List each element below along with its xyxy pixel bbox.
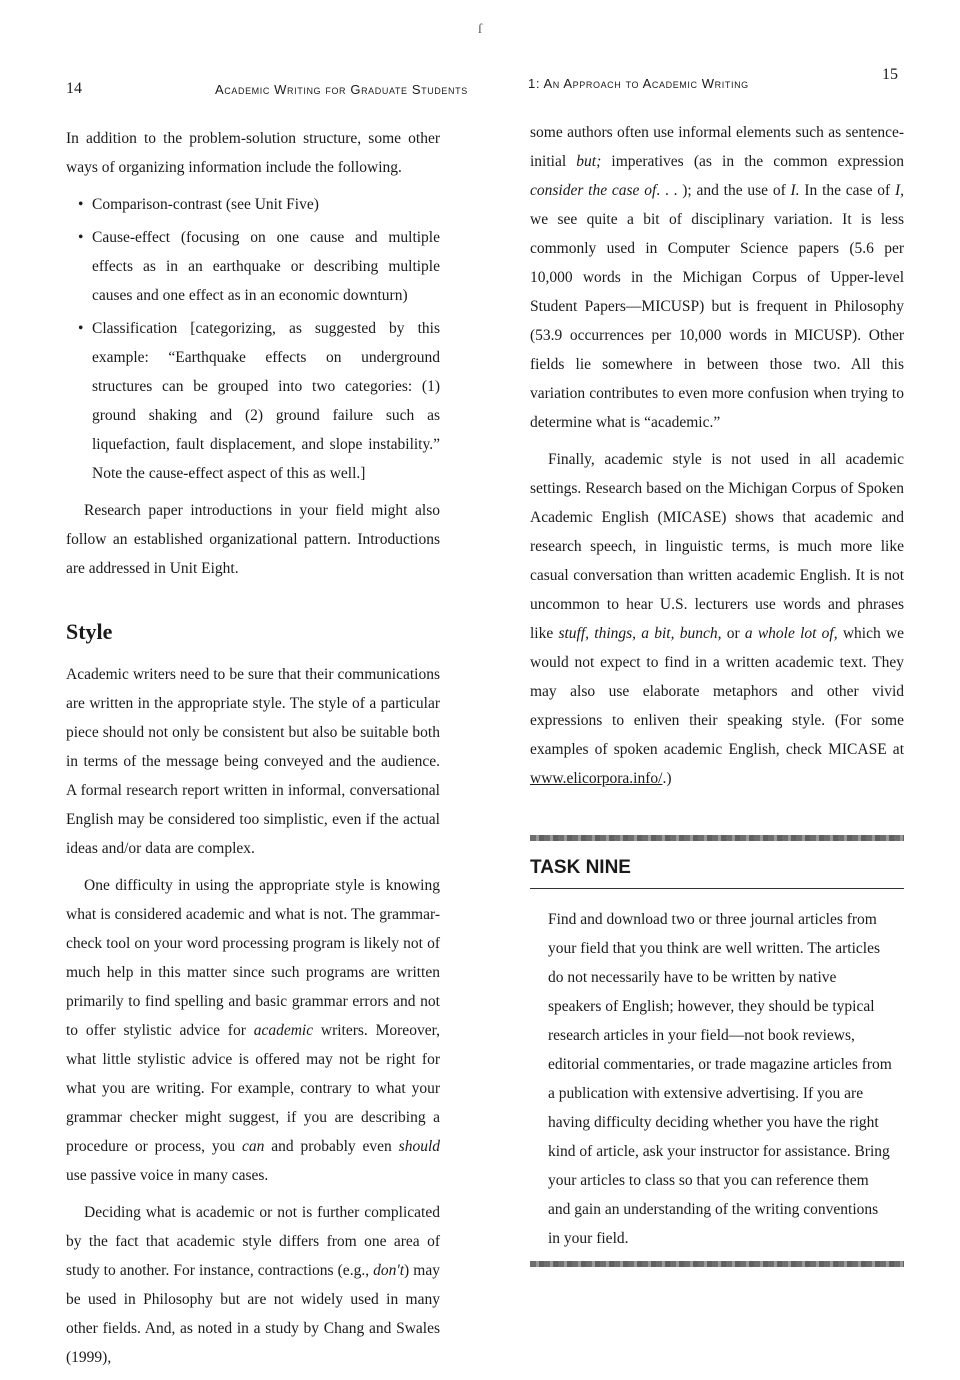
page-number-left: 14 <box>66 80 82 97</box>
running-head-right: 1: An Approach to Academic Writing <box>528 76 749 91</box>
text-run: ) may be used in Philosophy but are not widely used in many other fields. And, as noted in a study by Chang and Swales (1999), <box>66 1262 440 1366</box>
section-heading-style: Style <box>66 619 113 644</box>
left-page <box>0 0 480 1366</box>
finally-paragraph <box>530 445 904 793</box>
style-paragraph-2 <box>66 871 440 1190</box>
right-column <box>530 118 904 1267</box>
task-box <box>530 835 904 1267</box>
emphasis: consider the case of <box>530 182 657 199</box>
emphasis: should <box>398 1138 440 1155</box>
left-column <box>66 124 440 1380</box>
emphasis: I. <box>790 182 800 199</box>
text-run: imperatives (as in the common expression <box>601 153 904 170</box>
emphasis: can <box>242 1138 265 1155</box>
emphasis: a whole lot of, <box>744 625 838 642</box>
style-paragraph-3 <box>66 1198 440 1372</box>
task-title: TASK NINE <box>530 853 904 889</box>
text-run: some authors often use informal elements such as sentence-initial <box>530 124 904 170</box>
emphasis: stuff, things, a bit, bunch, <box>558 625 722 642</box>
emphasis: academic <box>253 1022 314 1039</box>
gutter-mark: ſ <box>478 22 482 37</box>
text-run: use passive voice in many cases. <box>66 1167 269 1184</box>
text-run: we see quite a bit of disciplinary variation. It is less commonly used in Computer Science papers (5.6 per 10,000 words in the Michigan Corpus of Upper-level Student Papers—MICUSP) but is frequent in Philosophy (53.9 occurrences per 10,000 words in MICUSP). Other fields lie somewhere in between those two. All this variation contributes to even more confusion when trying to determine what is “academic.” <box>530 211 904 431</box>
right-page <box>480 0 960 1357</box>
emphasis: don't <box>373 1262 405 1279</box>
continued-paragraph <box>530 118 904 437</box>
style-paragraph-1: Academic writers need to be sure that their communications are written in the appropriate style. The style of a particular piece should not only be consistent but also be suitable both in terms of the message being conveyed and the audience. A formal research report written in informal, conversational English may be considered too simplistic, even if the actual ideas and/or data are complex. <box>66 666 440 857</box>
task-bottom-rule <box>530 1261 904 1267</box>
micase-link[interactable]: www.elicorpora.info/ <box>530 770 663 787</box>
page-number-right: 15 <box>882 66 898 83</box>
text-run: or <box>721 625 745 642</box>
bullet-list <box>66 190 440 488</box>
task-top-rule <box>530 835 904 841</box>
text-run: writers. Moreover, what little stylistic advice is offered may not be right for what you are writing. For example, contrary to what your grammar checker might suggest, if you are describing a procedure or process, you <box>66 1022 440 1155</box>
text-run: which we would not expect to find in a written academic text. They may also use elaborate metaphors and other vivid expressions to enliven their speaking style. (For some examples of spoken academic English, check MICASE at <box>530 625 904 758</box>
intro-paragraph: In addition to the problem-solution structure, some other ways of organizing information include the following. <box>66 130 440 176</box>
text-run: One difficulty in using the appropriate style is knowing what is considered academic and what is not. The grammar-check tool on your word processing program is likely not of much help in this matter since such programs are written primarily to find spelling and basic grammar errors and not to offer stylistic advice for <box>66 877 440 1039</box>
text-run: .) <box>662 770 672 787</box>
text-run: In the case of <box>799 182 895 199</box>
task-body: Find and download two or three journal articles from your field that you think are well written. The articles do not necessarily have to be written by native speakers of English; however, they should be typical research articles in your field—not book reviews, editorial commentaries, or trade magazine articles from a publication with extensive advertising. If you are having difficulty deciding whether you have the right kind of article, ask your instructor for assistance. Bring your articles to class so that you can reference them and gain an understanding of the writing conventions in your field. <box>548 911 892 1247</box>
emphasis: I, <box>894 182 904 199</box>
list-item: • Classification [categorizing, as suggested by this example: “Earthquake effects on underground structures can be grouped into two categories: (1) ground shaking and (2) ground failure such as liquefaction, fault displacement, and slope instability.” Note the cause-effect aspect of this as well.] <box>92 314 440 488</box>
emphasis: but; <box>576 153 602 170</box>
list-item: • Comparison-contrast (see Unit Five) <box>92 190 440 219</box>
list-item: • Cause-effect (focusing on one cause and multiple effects as in an earthquake or describing multiple causes and one effect as in an economic downturn) <box>92 223 440 310</box>
text-run: . . . ); and the use of <box>656 182 791 199</box>
text-run: Finally, academic style is not used in all academic settings. Research based on the Michigan Corpus of Spoken Academic English (MICASE) shows that academic and research speech, in linguistic terms, is much more like casual conversation than written academic English. It is not uncommon to hear U.S. lecturers use words and phrases like <box>530 451 904 642</box>
after-bullets-paragraph: Research paper introductions in your field might also follow an established organizational pattern. Introductions are addressed in Unit Eight. <box>66 502 440 577</box>
text-run: and probably even <box>264 1138 399 1155</box>
text-run: Deciding what is academic or not is further complicated by the fact that academic style differs from one area of study to another. For instance, contractions (e.g., <box>66 1204 440 1279</box>
running-head-left: Academic Writing for Graduate Students <box>215 82 468 97</box>
